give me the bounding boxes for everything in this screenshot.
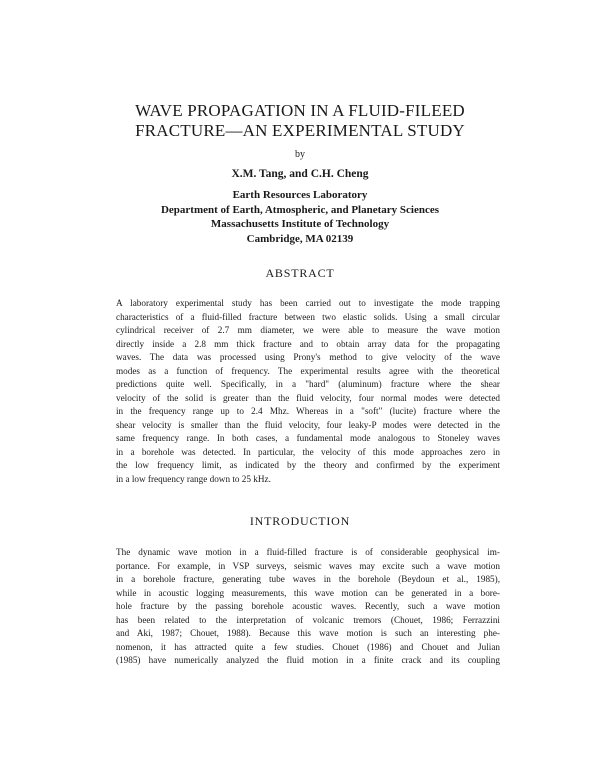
abstract-line: shear velocity is smaller than the fluid velocity, four leaky-P modes were detected in the [116,419,500,430]
introduction-line: in a borehole fracture, generating tube waves in the borehole (Beydoun et al., 1985), [116,574,500,584]
affiliation-lab: Earth Resources Laboratory [232,189,368,201]
affiliation [0,188,600,246]
abstract-line: predictions quite well. Specifically, in a "hard" (aluminum) fracture where the shear [116,379,500,389]
abstract-line: in the frequency range up to 2.4 Mhz. Whereas in a "soft" (lucite) fracture where the [116,406,500,416]
abstract-body [116,297,500,486]
authors: X.M. Tang, and C.H. Cheng [231,168,369,180]
abstract-line: cylindrical receiver of 2.7 mm diameter, we were able to measure the wave motion [116,325,500,335]
abstract-line: A laboratory experimental study has been carried out to investigate the mode trapping [116,298,500,308]
introduction-line: has been related to the interpretation of volcanic tremors (Chouet, 1986; Ferrazzini [116,614,500,625]
introduction-heading: INTRODUCTION [249,514,351,528]
paper-title-line-1: WAVE PROPAGATION IN A FLUID-FILEED [135,101,465,120]
introduction-line: while in acoustic logging measurements, this wave motion can be generated in a bore- [116,587,500,598]
introduction-line: nomenon, it has attracted quite a few studies. Chouet (1986) and Chouet and Julian [116,641,500,652]
introduction-line: portance. For example, in VSP surveys, seismic waves may excite such a wave motion [116,560,500,571]
abstract-line: characteristics of a fluid-filled fracture between two elastic solids. Using a small circular [116,311,500,322]
introduction-line: The dynamic wave motion in a fluid-filled fracture is of considerable geophysical im- [116,547,500,557]
affiliation-city: Cambridge, MA 02139 [246,232,354,245]
paper-title [0,101,600,141]
introduction-body [116,546,500,668]
introduction-line: hole fracture by the passing borehole acoustic waves. Recently, such a wave motion [116,601,500,611]
abstract-line: the low frequency limit, as indicated by the theory and confirmed by the experiment [116,460,500,470]
introduction-line: and Aki, 1987; Chouet, 1988). Because this wave motion is such an interesting phe- [116,628,500,638]
affiliation-institute: Massachusetts Institute of Technology [210,218,390,230]
abstract-line: directly inside a 2.8 mm thick fracture and to obtain array data for the propagating [116,338,500,349]
abstract-heading: ABSTRACT [265,266,335,280]
abstract-line: waves. The data was processed using Prony's method to give velocity of the wave [116,352,500,362]
affiliation-department: Department of Earth, Atmospheric, and Planetary Sciences [160,203,440,216]
paper-title-line-2: FRACTURE—AN EXPERIMENTAL STUDY [135,121,465,140]
introduction-line: (1985) have numerically analyzed the fluid motion in a finite crack and its coupling [116,655,500,665]
abstract-line: velocity of the solid is greater than the fluid velocity, four normal modes were detected [116,392,500,403]
abstract-line: modes as a function of frequency. The experimental results agree with the theoretical [116,365,500,376]
byline: by [295,149,305,160]
abstract-line: in a low frequency range down to 25 kHz. [116,473,271,484]
abstract-line: in a borehole was detected. In particular, the velocity of this mode approaches zero in [116,446,500,457]
abstract-line: same frequency range. In both cases, a fundamental mode analogous to Stoneley waves [116,433,500,443]
